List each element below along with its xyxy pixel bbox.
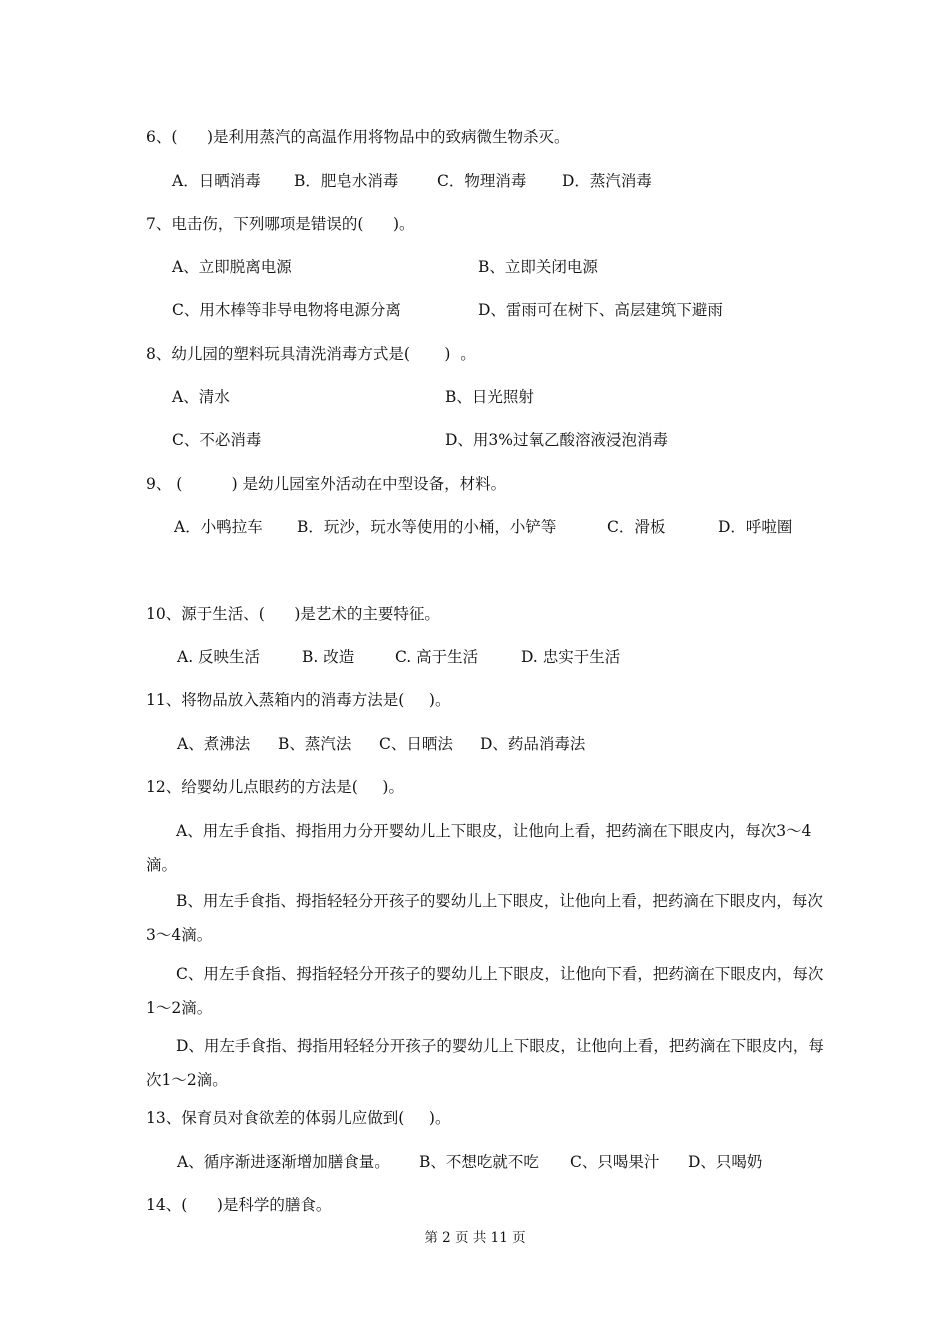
question-9-option-c: C．滑板: [607, 518, 666, 536]
page-number-footer: 第 2 页 共 11 页: [424, 1230, 526, 1246]
question-8-option-c: C、不必消毒: [172, 431, 262, 449]
question-6-stem: 6、( )是利用蒸汽的高温作用将物品中的致病微生物杀灭。: [146, 128, 570, 146]
question-13-option-c: C、只喝果汁: [570, 1153, 660, 1171]
question-12-option-a: A、用左手食指、拇指用力分开婴幼儿上下眼皮，让他向上看，把药滴在下眼皮内，每次3～4滴。: [146, 822, 812, 874]
question-9-option-a: A．小鸭拉车: [174, 518, 263, 536]
question-12-option-c: C、用左手食指、拇指轻轻分开孩子的婴幼儿上下眼皮，让他向下看，把药滴在下眼皮内，每次1～2滴。: [146, 965, 824, 1017]
question-13-option-a: A、循序渐进逐渐增加膳食量。: [177, 1153, 390, 1171]
question-8-option-d: D、用3%过氧乙酸溶液浸泡消毒: [445, 431, 669, 449]
question-12-option-b: B、用左手食指、拇指轻轻分开孩子的婴幼儿上下眼皮，让他向上看，把药滴在下眼皮内，每次3～4滴。: [146, 892, 823, 944]
question-11-option-b: B、蒸汽法: [278, 735, 352, 753]
question-10-option-c: C. 高于生活: [395, 648, 479, 666]
question-12-option-d: D、用左手食指、拇指用轻轻分开孩子的婴幼儿上下眼皮，让他向上看，把药滴在下眼皮内，每次1～2滴。: [146, 1037, 824, 1089]
question-11-option-d: D、药品消毒法: [480, 735, 586, 753]
question-9-option-d: D．呼啦圈: [718, 518, 793, 536]
question-11-option-c: C、日晒法: [379, 735, 453, 753]
question-9-stem: 9、 ( ) 是幼儿园室外活动在中型设备，材料。: [146, 475, 507, 493]
question-10-stem: 10、源于生活、( )是艺术的主要特征。: [146, 605, 440, 623]
question-6-option-d: D．蒸汽消毒: [562, 172, 652, 190]
question-6-option-c: C．物理消毒: [437, 172, 527, 190]
question-6-option-a: A．日晒消毒: [172, 172, 261, 190]
question-7-option-c: C、用木棒等非导电物将电源分离: [172, 301, 401, 319]
question-13-stem: 13、保育员对食欲差的体弱儿应做到( )。: [146, 1109, 451, 1127]
question-9-option-b: B．玩沙，玩水等使用的小桶，小铲等: [297, 518, 557, 536]
question-7-option-a: A、立即脱离电源: [172, 258, 292, 276]
question-13-option-d: D、只喝奶: [688, 1153, 763, 1171]
question-13-option-b: B、不想吃就不吃: [419, 1153, 539, 1171]
question-7-stem: 7、电击伤，下列哪项是错误的( )。: [146, 215, 415, 233]
question-10-option-a: A. 反映生活: [177, 648, 261, 666]
question-8-stem: 8、幼儿园的塑料玩具清洗消毒方式是( ) 。: [146, 345, 476, 363]
question-10-option-d: D. 忠实于生活: [521, 648, 621, 666]
question-11-option-a: A、煮沸法: [177, 735, 251, 753]
question-10-option-b: B. 改造: [302, 648, 355, 666]
question-7-option-d: D、雷雨可在树下、高层建筑下避雨: [478, 301, 723, 319]
question-6-option-b: B．肥皂水消毒: [294, 172, 399, 190]
question-14-stem: 14、( )是科学的膳食。: [146, 1196, 332, 1214]
question-11-stem: 11、将物品放入蒸箱内的消毒方法是( )。: [146, 691, 451, 709]
question-8-option-b: B、日光照射: [445, 388, 534, 406]
question-12-stem: 12、给婴幼儿点眼药的方法是( )。: [146, 778, 404, 796]
question-7-option-b: B、立即关闭电源: [478, 258, 598, 276]
question-8-option-a: A、清水: [172, 388, 230, 406]
